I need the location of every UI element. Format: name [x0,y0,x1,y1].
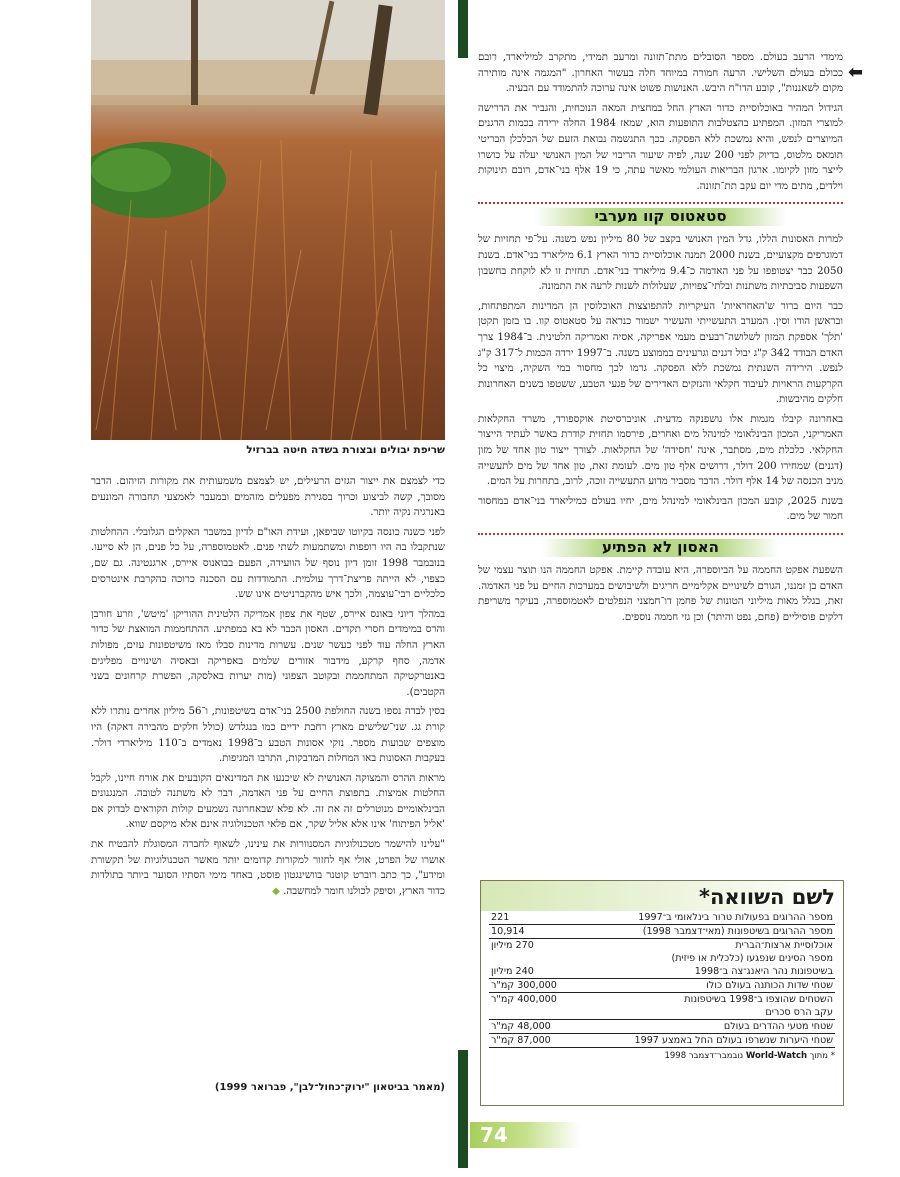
table-row [489,1034,835,1048]
diamond-end-icon: ◆ [272,885,280,897]
section-title: סטאטוס קוו מערבי [534,208,786,226]
article-source: (מאמר בביטאון "ירוק־כחול־לבן", פברואר 1999) [214,1082,445,1093]
right-paragraph: השפעת אפקט החממה על הביוספרה, היא עובדה קיימת. אפקט החממה הנו תוצר עצמי של האדם בן זמננו, הגורם לשינויים אקלימיים חריגים ולשיבושים במערכות החיים על פני האדמה. זאת, בגלל מאות מיליוני הטונות של פחמן דו־חמצני הנפלטים לאטמוספרה, בעיקר משריפת דלקים פוסיליים (פחם, נפט והיתר) וכן גזי חממה נוספים. [478,565,843,623]
row-value [489,1006,578,1020]
photo-illustration [91,0,445,440]
row-value: 270 מיליון [491,940,534,951]
footnote-source: World-Watch [745,1051,808,1061]
page-number: 74 [470,1122,580,1148]
table-row [489,1020,835,1034]
row-label: עקב הרס סכרים [578,1006,835,1020]
dotted-divider [478,202,843,204]
right-column [478,50,843,629]
row-label: מספר הסינים שנפגעו (כלכלית או פיזית) [671,953,833,964]
row-value: 400,000 קמ"ר [491,994,557,1005]
row-value: 87,000 קמ"ר [489,1034,578,1048]
left-paragraph-text: "עלינו להישמר מטכנולוגיות המסנוורות את עינינו, לשאוף לחברה המסוגלת להבטיח את אושרו של הפרט, אולי אף לחזור למקורות קדומים יותר מאשר הטכנולוגיות של תקשורת ומידע", כך כתב רוברט קוטנר בוושינגטון פוסט, באחד מימי הסתיו הסוער ביותר בתולדות כדור הארץ, וסיפק לכולנו חומר למחשבה. [91,839,445,897]
right-paragraph: הגידול המהיר באוכלוסיית כדור הארץ החל במחצית המאה הנוכחית, והגביר את הדרישה למוצרי המזון. המפתיע בהצטלבות התופעות הוא, שמאז 1984 החלה ירידה בכמות הדגנים המיוצרים לנפש, והיא נמשכת ללא הפסקה. בכך התגשמה נבואת הזעם של הכלכלן הבריטי תומאס מלטוס, בדיוק לפני 200 שנה, לפיה שיעור הריבוי של המין האנושי יעלה על כושרו לייצר מזון לקיומו. ארגון הבריאות העולמי מאשר עתה, כי 19 אלף בני־אדם, רובם תינוקות וילדים, מתים מדי יום עקב תת־תזונה. [478,102,844,192]
row-label: השטחים שהוצפו ב־1998 בשיטפונות [684,994,833,1005]
left-paragraph-last [91,837,445,899]
row-label: בשיטפונות נהר היאנג־צה ב־1998 [578,965,835,979]
comparison-box [480,880,844,1106]
right-paragraph: מימדי הרעב בעולם. מספר הסובלים מתת־תזונה ומרעב תמידי, מתקרב למיליארד, רובם ככולם בעולם השלישי. הרעה חמורה במיוחד חלה בעשור האחרון. "המגמה אינה מותירה מקום לשאננות", קובע הדו"ח היבש. האנושות פשוט אינה ערוכה להתמודד עם הבעיה. [478,52,843,95]
comparison-box-title [481,881,843,911]
left-paragraph: לפני כשנה כונסה בקיוטו שביפאן, ועידת האו"ם לדיון במשבר האקלים הגלובלי. ההחלטות שנתקבלו בה היו רופפות ומשתמעות לשתי פנים. לאטמוספרה, על כל פנים, הן לא סייעו. בנובמבר 1998 זומן דיון נוסף של הוועידה, הפעם בבואנוס איירס, ארגנטינה. גם שם, כצפוי, לא הייתה פריצת־דרך עולמית. התמודדות עם הסכנה כרוכה בהקרבת אינטרסים כלכליים רבי־עוצמה, ולכך איש מהקברניטים אינו שש. [91,526,445,601]
comparison-title-mark: * [698,885,710,909]
right-paragraph: כבר היום ברור ש'האחראיות' העיקריות להתפוצצות האוכלוסין הן המדינות המתפתחות, ובראשן הודו וסין. המערב התעשייתי והעשיר ישמור כנראה על סטאטוס קוו. בו בזמן תקטן 'תלך' אספקת המזון לשלושה־רבעים מעמי אפריקה, אסיה ואמריקה הלטינית. ב־1984 צרך האדם הבודד 342 ק"ג יבול דגנים וגרעינים בממוצע בשנה. ב־1997 ירדה הכמות ל־317 ק"ג לנפש. הירידה השנתית נמשכת ללא הפסקה. גרמו לכך מחסור במי השקיה, מיצוי כל הקרקעות הראויות לעיבוד חקלאי והנזקים האדירים של פגעי הטבע, ששטפו בשנים האחרונות חלקים מהיבשות. [478,300,843,406]
row-label: שטחי שדות הכותנה בעולם כולו [578,979,835,993]
section-title: האסון לא הפתיע [542,539,779,557]
row-value [489,952,578,965]
row-value: 240 מיליון [489,965,578,979]
table-row [489,979,835,993]
section-header-disaster [478,533,843,557]
footnote-prefix: * מתוך [809,1051,835,1061]
back-arrow-icon[interactable]: ⬅ [848,62,864,83]
table-row [489,911,835,925]
green-bar-top [458,0,468,58]
row-value: 10,914 [489,925,578,939]
comparison-title-text: לשם השוואה [709,885,835,909]
row-label: מספר ההרוגים בפעולות טרור בינלאומי ב־1997 [578,911,835,925]
row-value: 300,000 קמ"ר [489,979,578,993]
right-paragraph: בשנת 2025, קובע המכון הבינלאומי למינהל מים, יחיו בעולם כמיליארד בני־אדם במחסור חמור של מים. [478,495,843,523]
row-label: שטחי היערות שנשרפו בעולם החל באמצע 1997 [578,1034,835,1048]
comparison-table [489,911,835,1048]
dotted-divider [478,533,843,535]
footnote-date: נובמבר־דצמבר 1998 [664,1051,744,1061]
left-column [91,474,445,903]
table-row [489,965,835,979]
row-value: 48,000 קמ"ר [489,1020,578,1034]
row-value: 221 [489,911,578,925]
left-paragraph: כדי לצמצם את ייצור הגזים הרעילים, יש לצמצם משמעותית את מקורות הזיהום. הדבר מסובך, קשה לביצוע וכרוך בסגירת מפעלים מזהמים ובמעבר לאמצעי תחבורה המונעים באנרגיה נקיה יותר. [91,476,445,519]
row-label: אוכלוסיית ארצות־הברית [735,940,833,951]
left-paragraph: בסין לבדה נספו בשנה החולפת 2500 בני־אדם בשיטפונות, ו־56 מיליון אחרים נותרו ללא קורת גג. שני־שלישים מארץ רחבת ידיים כמו בנגלדש (כולל חלקים מהבירה דאקה) היו מוצפים שבועות מספר. נזקי אסונות הטבע ב־1998 נאמדים ב־110 מיליארדי דולר. בעקבות האסונות באו המחלות המדבקות, התרבו המגיפות. [91,706,446,765]
green-bar-bottom [458,1050,468,1168]
table-row [489,925,835,939]
table-row [489,939,835,953]
photo-caption: שריפת יבולים ובצורת בשדה חיטה בברזיל [246,444,445,456]
right-paragraph: באחרונה קיבלו מגמות אלו גושפנקה מדעית. אוניברסיטת אוקספורד, משרד החקלאות האמריקני, המכון הבינלאומי למינהל מים ואחרים, פירסמו תחזית קודרת באשר לעתיד הייצור החקלאי. כלכלת מים, מסתבר, אינה 'חסידה' של החקלאות. לצורך ייצור טון אחד של מזון (דגנים) שמחירו 200 דולר, דרושים אלף טון מים. לעומת זאת, טון אחד של מים לתעשייה מניב הכנסה של 14 אלף דולר. הדבר מסביר מדוע התעשייה זוכה, לרוב, בתחרות על המים. [478,413,844,488]
row-label: מספר ההרוגים בשיטפונות (מאי־דצמבר 1998) [578,925,835,939]
table-row [489,1006,835,1020]
table-row [489,952,835,965]
comparison-footnote [481,1048,843,1064]
section-header-status-quo [478,202,843,226]
row-label: שטחי מטעי ההדרים בעולם [578,1020,835,1034]
left-paragraph: במהלך דיוני באונס איירס, שטף את צפון אמריקה הלטינית ההוריקן 'מיטש', וזרע חורבן והרס במימדים חסרי תקדים. האסון הכבד לא בא במפתיע. ההתחממות המואצת של כדור הארץ החלה עוד לפני כעשר שנים. עשרות מדינות סבלו מאז משיטפונות עזים, מפולות אדמה, סחף קרקע, מידבור אזורים שלמים באפריקה ובאסיה ושינויים מפליגים באנטרקטיקה המתחממת ובקוטב הצפוני (מות יערות באלסקה, הפשרת קרחונים בשני הקטבים). [91,608,445,698]
left-paragraph: מראות ההרס והמצוקה האנושית לא שיכנעו את המדינאים הקובעים את אורח חיינו, לקבל החלטות אמיצות. בתפוצת החיים על פני האדמה, דבר לא משתנה לטובה. המנגנונים הבינלאומיים מנוטרלים זה את זה. לא פלא שבאחרונה נשמעים קולות הקוראים לבדוק אם 'אליל הפיתוח' אינו אלא אליל שקר, אם פלאי הטכנולוגיה אינם אלא מיקסם שווא. [91,772,445,831]
right-paragraph: למרות האסונות הללו, גדל המין האנושי בקצב של 80 מיליון נפש בשנה. על־פי תחזיות של דמוגרפים מקצועיים, בשנת 2000 תמנה אוכלוסיית כדור הארץ 6.1 מיליארד בני־אדם. בשנת 2050 כבר יצטופפו על פני האדמה כ־9.4 מיליארד בני־אדם. תחזית זו לא לוקחת בחשבון השפעות סביבתיות משתנות ובלתי־צפויות, שעלולות לשנות לרעה את התמונה. [478,234,843,293]
photo-burning-field [91,0,445,440]
table-row [489,993,835,1007]
